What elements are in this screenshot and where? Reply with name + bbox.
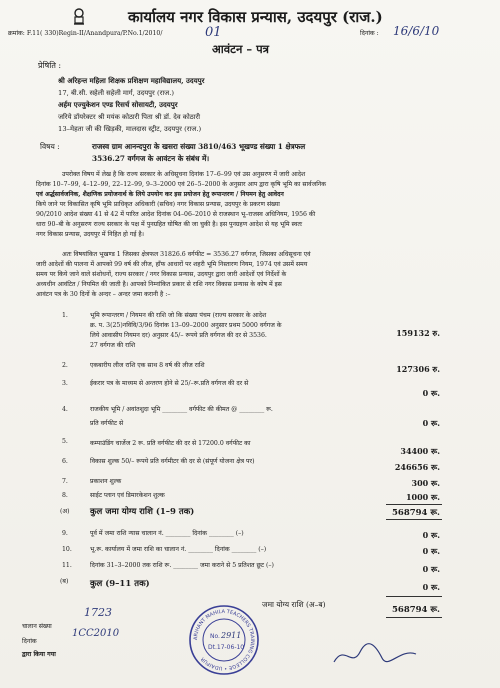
signature-icon (330, 640, 420, 670)
recipient-line-3: अर्हम एज्युकेशन एण्ड रिसर्च सोसायटी, उदयपुर (58, 100, 178, 109)
item-text: कम्पाउंडिंग चार्जेज 2 रू. प्रति वर्गफीट की दर से 17200.0 वर्गफीट का (90, 440, 251, 447)
final-label: जमा योग्य राशि (अ–ब) (262, 600, 326, 609)
item-text: दिनांक 31–3–2000 तक राशि रू. ________ जमा कराने से 5 प्रतिशत छूट (–) (90, 562, 274, 569)
college-stamp (188, 604, 260, 676)
challan-value: 1723 (84, 606, 112, 619)
item-no: 1. (62, 312, 68, 319)
item-amount: 34400 रू. (400, 446, 440, 456)
item-text: क्र. प. 3(25)नविवि/3/96 दिनांक 13–09–2000 अनुसार प्रथम 5000 वर्गगज के (90, 322, 282, 329)
office-title: कार्यालय नगर विकास प्रन्यास, उदयपुर (राज.) (128, 8, 383, 26)
para2-line: अध्यधीन आवंटित / नियमित की जाती है। आपको निम्नांकित प्रकार से राशि नगर विकास प्रन्यास के कोष में इस (36, 281, 282, 288)
item-amount: 300 रू. (411, 478, 440, 488)
challan-label: चालान संख्या (22, 623, 52, 630)
stamp-no-label: No. (210, 633, 220, 640)
subtotal-b-amount: 0 रू. (422, 582, 440, 592)
para2-line: समय पर किये जाने वाले संशोधनों, राज्य सरकार / नगर विकास प्रन्यास, उदयपुर द्वारा जारी आदेशों एवं निर्देशों के (36, 271, 287, 278)
item-no: 11. (62, 562, 72, 569)
rule (386, 519, 442, 520)
item-no: 9. (62, 530, 68, 537)
item-no: 5. (62, 438, 68, 445)
item-text: राजकीय भूमि / अवांतशुदा भूमि ________ वर्गफीट की कीमत @ ________ रू. (90, 406, 273, 413)
para1-line: उपरोक्त विषय में लेख है कि राज्य सरकार के अधिसूचना दिनांक 17–6–99 एवं उस अनुसरण में जारी आदेश (62, 171, 306, 178)
item-text: भू.रू. कार्यालय में जमा राशि का चालान नं. ________ दिनांक ________ (–) (90, 546, 267, 553)
state-emblem-icon (72, 8, 86, 26)
item-amount: 0 रू. (422, 418, 440, 428)
recipient-line-5: 13–मेहता जी की खिड़की, मालदास स्ट्रीट, उदयपुर (राज.) (58, 125, 202, 133)
item-amount: 159132 रु. (396, 328, 440, 338)
subject-label: विषय : (40, 142, 60, 151)
rule (386, 617, 442, 618)
item-no: 3. (62, 380, 68, 387)
footer-date-label: दिनांक (22, 638, 37, 645)
subtotal-b-label: कुल (9–11 तक) (90, 579, 150, 589)
stamp-no: 2911 (221, 631, 242, 640)
item-amount: 0 रू. (422, 388, 440, 398)
item-no: 6. (62, 458, 68, 465)
recipient-label: प्रेषिति : (38, 61, 62, 70)
para1-line: एवं अर्द्धसार्वजनिक, शैक्षणिक प्रयोजनार्थ के लिये उपयोग कर इस प्रयोजन हेतु रूपान्तरण / नियमन हेतु आवेदन (36, 191, 284, 198)
stamp-ring-text: ARIHANT MAHILA TEACHERS TRAINING COLLEGE • UDAIPUR (192, 608, 256, 672)
doc-title: आवंटन – पत्र (212, 42, 269, 56)
stamp-date: Dt.17-06-10 (208, 644, 245, 651)
para1-line: नगर विकास प्रन्यास, उदयपुर में निहित हो गई है। (36, 231, 144, 238)
item-text: ईकरार पत्र के माध्यम से अन्तरण होने से 25/–रू.प्रति वर्गगज की दर से (90, 380, 249, 387)
subject-line-2: 3536.27 वर्गगज के आवंटन के संबंध में। (92, 154, 210, 163)
item-text: साईट प्लान एवं डिमारकेशन शुल्क (90, 492, 165, 499)
ref-label: क्रमांक: (8, 30, 25, 37)
item-amount: 0 रू. (422, 546, 440, 556)
para1-line: किये जाने पर विकासित कृषि भूमि प्राधिकृत अधिकारी (सचिव) नगर विकास प्रन्यास, उदयपुर के प्रकरण संख्या (36, 201, 280, 208)
ref-suffix: 01 (205, 25, 222, 40)
recipient-line-2: 17, बी.सी. सहेली सहेली मार्ग, उदयपुर (राज.) (58, 89, 175, 97)
footer-note: द्वारा किया गया (22, 651, 56, 658)
recipient-line-4: जरिये डॉयरेक्टर श्री मयंक कोठारी पिता श्री डॉ. देव कोठारी (58, 113, 201, 121)
para1-line: धारा 90–बी के अनुसरण राज्य सरकार के पक्ष में पुनग्रहित घोषित की जा चुकी है। इस पुनग्रहण आदेश से यह भूमि स्वतः (36, 221, 303, 228)
ref-number: F.11( 330)Regin-II/Anandpura/P.No.1/2010/ (26, 30, 163, 37)
footer-date-value: 1CC2010 (72, 628, 120, 639)
item-amount: 0 रू. (422, 564, 440, 574)
item-text: भूमि रूपान्तरण / नियमन की राशि जो कि संख्या पंचम (राज्य सरकार के आदेश (90, 312, 267, 319)
item-text: विकास शुल्क 50/– रूपये प्रति वर्गमीटर की दर से (संपूर्ण योजना क्षेत्र पर) (90, 458, 255, 465)
item-amount: 127306 रु. (396, 364, 440, 374)
subtotal-b-no: (ब) (60, 578, 69, 585)
stamp-seal-icon (188, 604, 260, 676)
item-text: 27 वर्गगज की राशि (90, 342, 136, 349)
item-text: लिये आवासीय नियमन दर) अनुसार 45/– रूपये प्रति वर्गगज की दर से 3536. (90, 332, 267, 339)
item-text: प्रति वर्गफीट से (90, 420, 124, 427)
item-no: 8. (62, 492, 68, 499)
item-text: प्रकाशन शुल्क (90, 478, 122, 485)
rule (386, 596, 442, 597)
subtotal-a-amount: 568794 रू. (391, 508, 440, 518)
ref-line (8, 30, 162, 38)
para2-line: अतः विषयांकित भूखण्ड 1 जिसका क्षेत्रफल 31826.6 वर्गफीट = 3536.27 वर्गगज, जिसका अधिसूचना एवं (62, 251, 311, 258)
subtotal-a-no: (अ) (60, 508, 70, 515)
para2-line: जारी आदेशों की पालना में आपको 99 वर्ष की लीज, हाँफ आधारों पर शहरी भूमि निस्तारण नियम, 1974 एवं उसमें समय (36, 261, 308, 268)
date-value: 16/6/10 (393, 24, 440, 38)
item-text: एकबारीय लीज राशि एक साथ 8 वर्ष की लीज राशि (90, 362, 205, 369)
item-no: 4. (62, 406, 68, 413)
subtotal-a-label: कुल जमा योग्य राशि (1–9 तक) (90, 507, 195, 517)
rule (386, 504, 442, 505)
subject-line-1: राजस्व ग्राम आनन्दपुरा के खसरा संख्या 3810/463 भूखण्ड संख्या 1 क्षेत्रफल (92, 142, 306, 151)
para1-line: 90/2010 आदेश संख्या 41 से 42 में पारित आदेश दिनांक 04–06–2010 से राजस्थान भू–राजस्व अधिनियम, 1956 की (36, 211, 316, 218)
item-amount: 1000 रू. (405, 492, 440, 502)
date-label: दिनांक : (360, 30, 379, 37)
item-amount: 0 रू. (422, 530, 440, 540)
para2-line: आवंटन पत्र के 30 दिनों के अन्दर – अन्दर जमा करानी है :– (36, 291, 171, 298)
item-no: 10. (62, 546, 72, 553)
final-amount: 568794 रू. (391, 605, 440, 615)
recipient-line-1: श्री अरिहन्त महिला शिक्षक प्रशिक्षण महाविद्यालय, उदयपुर (58, 76, 205, 85)
item-no: 7. (62, 478, 68, 485)
item-amount: 246656 रू. (394, 462, 440, 472)
item-no: 2. (62, 362, 68, 369)
para1-line: दिनांक 10–7–99, 4–12–99, 22–12–99, 9–3–2000 एवं 26–5–2000 के अनुसार आप द्वारा कृषि भूमि का सार्वजनिक (36, 181, 326, 188)
item-text: पूर्व में जमा राशि न्यास चालान नं. ________ दिनांक ________ (–) (90, 530, 244, 537)
